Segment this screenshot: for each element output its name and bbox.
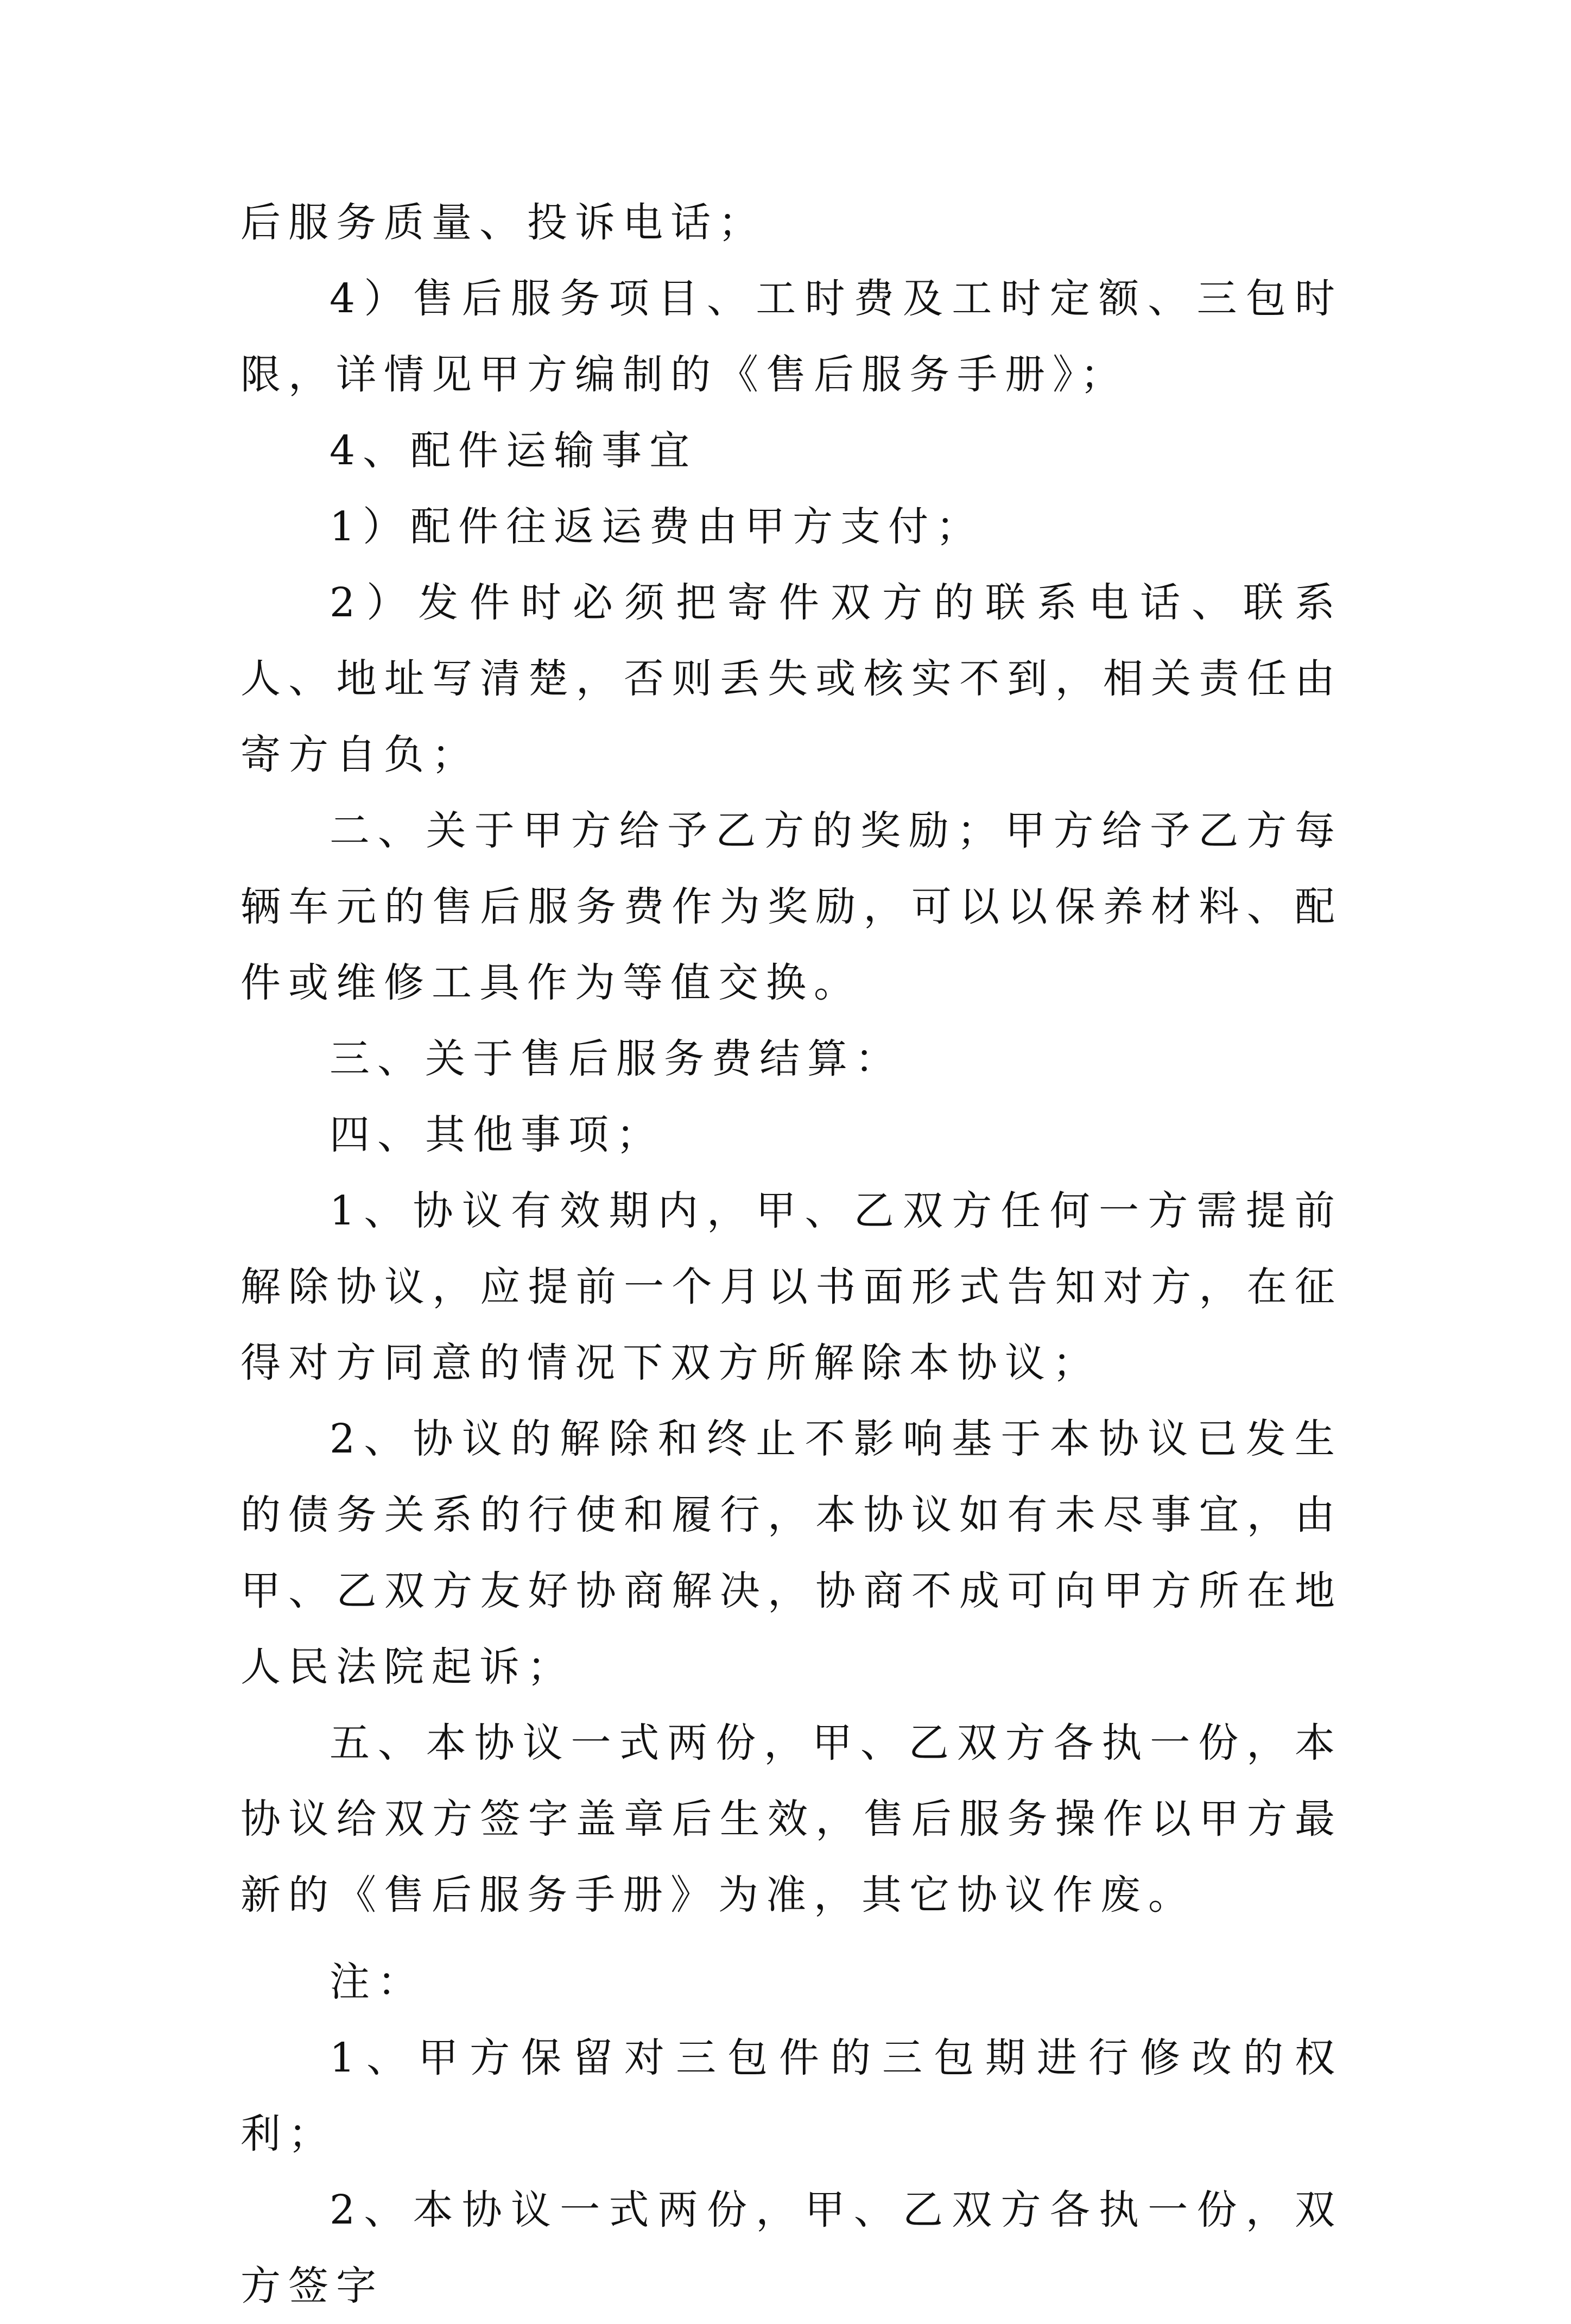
paragraph-shipping-contact: 2）发件时必须把寄件双方的联系电话、联系人、地址写清楚，否则丢失或核实不到，相关责任由寄方自负； bbox=[240, 579, 1342, 778]
paragraph-service-items: 4）售后服务项目、工时费及工时定额、三包时限，详情见甲方编制的《售后服务手册》； bbox=[240, 275, 1342, 398]
paragraph-reward: 二、关于甲方给予乙方的奖励；甲方给予乙方每辆车元的售后服务费作为奖励，可以以保养材料、配件或维修工具作为等值交换。 bbox=[240, 807, 1342, 1006]
paragraph-parts-transport-heading: 4、配件运输事宜 bbox=[330, 427, 698, 474]
paragraph-copies-effective: 五、本协议一式两份，甲、乙双方各执一份，本协议给双方签字盖章后生效，售后服务操作以甲方最新的《售后服务手册》为准，其它协议作废。 bbox=[240, 1720, 1342, 1918]
paragraph-note-warranty: 1、甲方保留对三包件的三包期进行修改的权利； bbox=[240, 2035, 1342, 2157]
paragraph-service-quality: 后服务质量、投诉电话； bbox=[240, 199, 766, 246]
paragraph-other-matters: 四、其他事项； bbox=[330, 1112, 664, 1158]
paragraph-note-copies: 2、本协议一式两份，甲、乙双方各执一份，双方签字 bbox=[240, 2187, 1342, 2309]
document-body bbox=[240, 185, 1342, 2324]
paragraph-freight-paid: 1）配件往返运费由甲方支付； bbox=[330, 503, 984, 550]
paragraph-settlement: 三、关于售后服务费结算： bbox=[330, 1035, 903, 1082]
paragraph-note-heading: 注： bbox=[330, 1959, 425, 2005]
paragraph-termination-effect: 2、协议的解除和终止不影响基于本协议已发生的债务关系的行使和履行，本协议如有未尽事宜，由甲、乙双方友好协商解决，协商不成可向甲方所在地人民法院起诉； bbox=[240, 1416, 1342, 1690]
paragraph-termination-notice: 1、协议有效期内，甲、乙双方任何一方需提前解除协议，应提前一个月以书面形式告知对方，在征得对方同意的情况下双方所解除本协议； bbox=[240, 1188, 1342, 1386]
